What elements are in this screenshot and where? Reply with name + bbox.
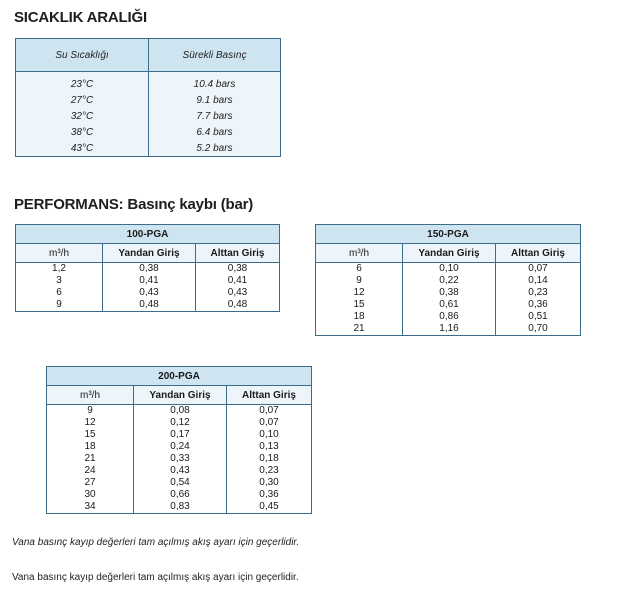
table-title: 150-PGA [316, 225, 581, 244]
flow-cell: 15 [316, 299, 403, 311]
temp-cell: 23°C [16, 72, 149, 93]
bottom-cell: 0,07 [227, 405, 312, 418]
table-row [47, 429, 312, 441]
table-row [16, 72, 281, 93]
side-cell: 0,48 [103, 299, 196, 312]
bottom-cell: 0,36 [496, 299, 581, 311]
bottom-cell: 0,23 [496, 287, 581, 299]
side-cell: 0,12 [134, 417, 227, 429]
table-row [316, 275, 581, 287]
bottom-cell: 0,43 [196, 287, 280, 299]
table-row [16, 287, 280, 299]
column-header-flow: m³/h [316, 244, 403, 263]
bottom-cell: 0,36 [227, 489, 312, 501]
side-cell: 0,17 [134, 429, 227, 441]
pressure-cell: 5.2 bars [149, 140, 281, 157]
side-cell: 0,86 [403, 311, 496, 323]
table-row [16, 299, 280, 312]
flow-cell: 18 [316, 311, 403, 323]
flow-cell: 9 [47, 405, 134, 418]
side-cell: 0,24 [134, 441, 227, 453]
side-cell: 0,54 [134, 477, 227, 489]
pressure-loss-note: Vana basınç kayıp değerleri tam açılmış akış ayarı için geçerlidir. [12, 572, 299, 583]
column-header-water-temp: Su Sıcaklığı [16, 39, 149, 72]
table-200-pga [46, 366, 312, 514]
column-header-bottom-inlet: Alttan Giriş [496, 244, 581, 263]
temp-cell: 27°C [16, 92, 149, 108]
pressure-cell: 6.4 bars [149, 124, 281, 140]
flow-cell: 27 [47, 477, 134, 489]
side-cell: 0,41 [103, 275, 196, 287]
side-cell: 0,38 [103, 263, 196, 276]
side-cell: 0,10 [403, 263, 496, 276]
flow-cell: 21 [316, 323, 403, 336]
column-header-side-inlet: Yandan Giriş [134, 386, 227, 405]
bottom-cell: 0,18 [227, 453, 312, 465]
temp-cell: 43°C [16, 140, 149, 157]
table-row [16, 263, 280, 276]
table-row [16, 275, 280, 287]
side-cell: 0,61 [403, 299, 496, 311]
table-row [16, 124, 281, 140]
bottom-cell: 0,10 [227, 429, 312, 441]
side-cell: 1,16 [403, 323, 496, 336]
table-row [316, 299, 581, 311]
flow-cell: 1,2 [16, 263, 103, 276]
table-row [16, 108, 281, 124]
column-header-flow: m³/h [47, 386, 134, 405]
table-row [316, 323, 581, 336]
table-title: 100-PGA [16, 225, 280, 244]
table-150-pga [315, 224, 581, 336]
table-row [47, 441, 312, 453]
pressure-cell: 7.7 bars [149, 108, 281, 124]
column-header-bottom-inlet: Alttan Giriş [227, 386, 312, 405]
table-row [47, 417, 312, 429]
bottom-cell: 0,13 [227, 441, 312, 453]
side-cell: 0,33 [134, 453, 227, 465]
pressure-loss-note-italic: Vana basınç kayıp değerleri tam açılmış akış ayarı için geçerlidir. [12, 537, 300, 548]
temp-cell: 32°C [16, 108, 149, 124]
table-title: 200-PGA [47, 367, 312, 386]
column-header-flow: m³/h [16, 244, 103, 263]
bottom-cell: 0,07 [227, 417, 312, 429]
bottom-cell: 0,38 [196, 263, 280, 276]
bottom-cell: 0,07 [496, 263, 581, 276]
side-cell: 0,66 [134, 489, 227, 501]
table-row [316, 287, 581, 299]
column-header-continuous-pressure: Sürekli Basınç [149, 39, 281, 72]
side-cell: 0,08 [134, 405, 227, 418]
side-cell: 0,43 [103, 287, 196, 299]
bottom-cell: 0,45 [227, 501, 312, 514]
bottom-cell: 0,48 [196, 299, 280, 312]
flow-cell: 3 [16, 275, 103, 287]
bottom-cell: 0,51 [496, 311, 581, 323]
flow-cell: 30 [47, 489, 134, 501]
side-cell: 0,38 [403, 287, 496, 299]
temperature-table [15, 38, 281, 157]
table-row [47, 501, 312, 514]
table-100-pga [15, 224, 280, 312]
table-row [47, 477, 312, 489]
pressure-cell: 9.1 bars [149, 92, 281, 108]
bottom-cell: 0,70 [496, 323, 581, 336]
flow-cell: 21 [47, 453, 134, 465]
table-row [47, 465, 312, 477]
side-cell: 0,83 [134, 501, 227, 514]
flow-cell: 15 [47, 429, 134, 441]
table-row [316, 311, 581, 323]
column-header-bottom-inlet: Alttan Giriş [196, 244, 280, 263]
flow-cell: 6 [16, 287, 103, 299]
temp-cell: 38°C [16, 124, 149, 140]
performance-title: PERFORMANS: Basınç kaybı (bar) [14, 196, 254, 213]
bottom-cell: 0,23 [227, 465, 312, 477]
side-cell: 0,22 [403, 275, 496, 287]
bottom-cell: 0,30 [227, 477, 312, 489]
table-row [316, 263, 581, 276]
table-row [47, 453, 312, 465]
flow-cell: 24 [47, 465, 134, 477]
bottom-cell: 0,41 [196, 275, 280, 287]
bottom-cell: 0,14 [496, 275, 581, 287]
table-row [47, 489, 312, 501]
flow-cell: 9 [316, 275, 403, 287]
side-cell: 0,43 [134, 465, 227, 477]
column-header-side-inlet: Yandan Giriş [103, 244, 196, 263]
pressure-cell: 10.4 bars [149, 72, 281, 93]
flow-cell: 12 [47, 417, 134, 429]
flow-cell: 6 [316, 263, 403, 276]
flow-cell: 34 [47, 501, 134, 514]
table-row [16, 92, 281, 108]
flow-cell: 9 [16, 299, 103, 312]
temperature-range-title: SICAKLIK ARALIĞI [14, 9, 147, 26]
flow-cell: 12 [316, 287, 403, 299]
column-header-side-inlet: Yandan Giriş [403, 244, 496, 263]
table-row [16, 140, 281, 157]
flow-cell: 18 [47, 441, 134, 453]
table-row [47, 405, 312, 418]
